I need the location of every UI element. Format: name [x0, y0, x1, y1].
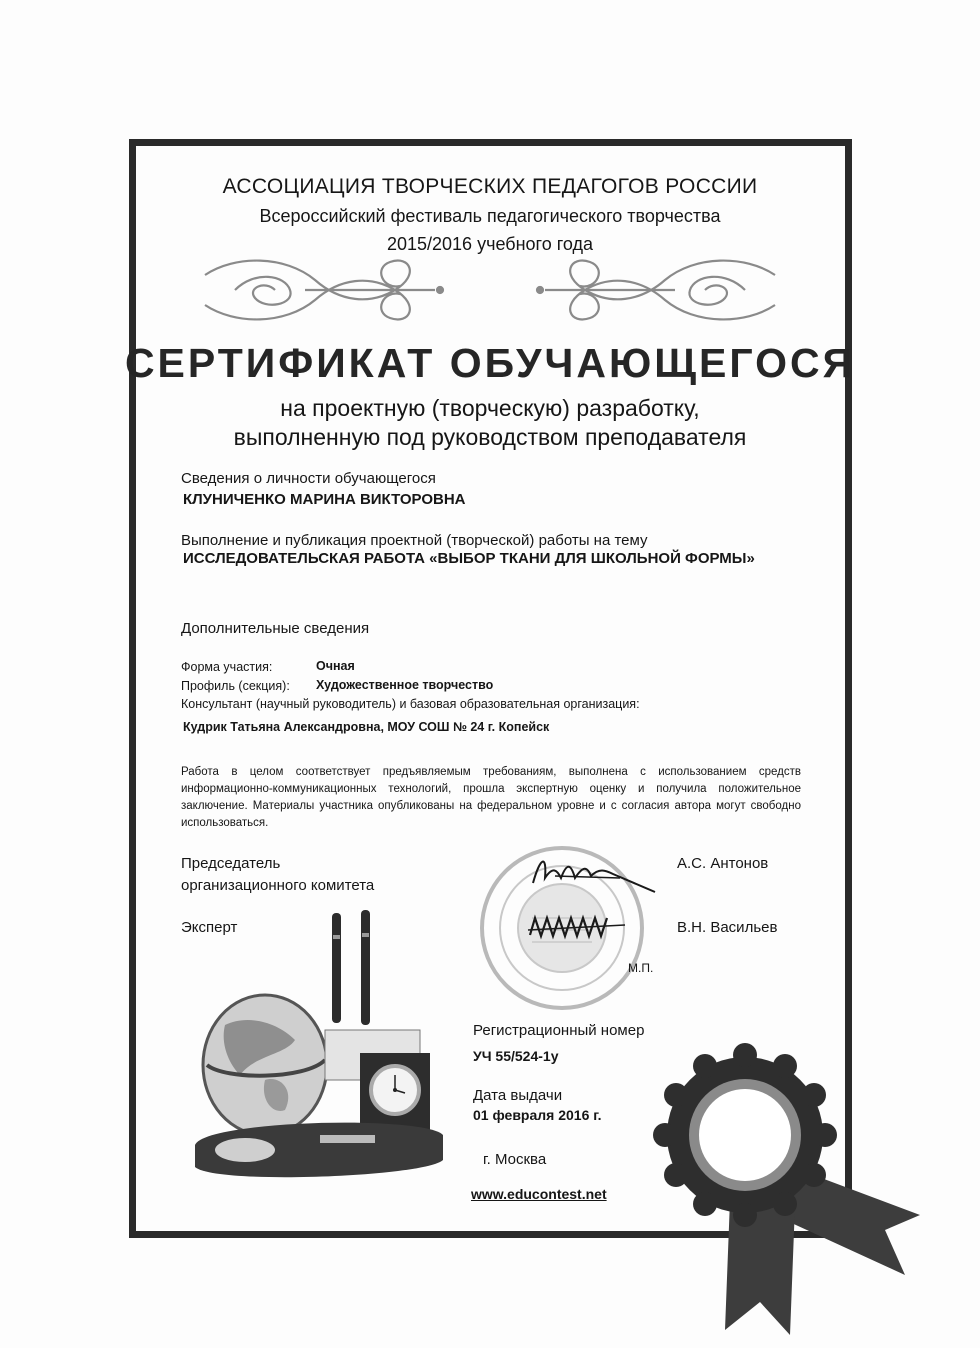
expert-label: Эксперт: [181, 919, 238, 936]
chair-title-line1: Председатель: [181, 855, 281, 872]
chair-name: А.С. Антонов: [677, 855, 769, 872]
festival-name: Всероссийский фестиваль педагогического творчества: [259, 206, 721, 226]
certificate-subtitle-line2: выполненную под руководством преподавателя: [233, 424, 747, 450]
issue-date-label: Дата выдачи: [473, 1087, 563, 1104]
rosette-ribbon-icon: [650, 1040, 940, 1340]
registration-label: Регистрационный номер: [473, 1022, 645, 1039]
consultant-value: Кудрик Татьяна Александровна, МОУ СОШ № 24 г. Копейск: [183, 720, 550, 734]
form-value: Очная: [316, 659, 355, 673]
registration-number: УЧ 55/524-1у: [473, 1048, 559, 1064]
desk-set-icon: [185, 905, 450, 1190]
issue-date: 01 февраля 2016 г.: [473, 1107, 602, 1123]
consultant-label: Консультант (научный руководитель) и базовая образовательная организация:: [181, 697, 640, 711]
student-name: КЛУНИЧЕНКО МАРИНА ВИКТОРОВНА: [183, 491, 466, 508]
academic-year: 2015/2016 учебного года: [386, 234, 593, 254]
student-label: Сведения о личности обучающегося: [181, 470, 436, 487]
city: г. Москва: [483, 1151, 547, 1168]
chair-title-line2: организационного комитета: [181, 877, 375, 894]
expert-name: В.Н. Васильев: [677, 919, 778, 936]
work-label: Выполнение и публикация проектной (творческой) работы на тему: [181, 532, 648, 549]
profile-value: Художественное творчество: [316, 678, 494, 692]
form-label: Форма участия:: [181, 660, 273, 674]
organization-name: АССОЦИАЦИЯ ТВОРЧЕСКИХ ПЕДАГОГОВ РОССИИ: [222, 175, 758, 198]
additional-label: Дополнительные сведения: [181, 620, 370, 637]
certificate-title: СЕРТИФИКАТ ОБУЧАЮЩЕГОСЯ: [124, 340, 856, 386]
ornament-right-icon: [535, 250, 785, 330]
work-topic: ИССЛЕДОВАТЕЛЬСКАЯ РАБОТА «ВЫБОР ТКАНИ ДЛЯ ШКОЛЬНОЙ ФОРМЫ»: [183, 550, 755, 567]
stamp-mark-label: М.П.: [628, 961, 654, 975]
website-link[interactable]: www.educontest.net: [471, 1186, 607, 1202]
chair-signature-icon: [525, 848, 660, 898]
ornament-left-icon: [195, 250, 445, 330]
certificate-subtitle-line1: на проектную (творческую) разработку,: [280, 395, 700, 421]
conclusion-text: Работа в целом соответствует предъявляемым требованиям, выполнена с использованием средств информационно-коммуникационных технологий, прошла экспертную оценку и получила положительное заключение. Материалы участника опубликованы на федеральном уровне и с согласия автора могут свободно использоваться.: [181, 766, 801, 829]
expert-signature-icon: [525, 910, 630, 945]
profile-label: Профиль (секция):: [181, 679, 290, 693]
